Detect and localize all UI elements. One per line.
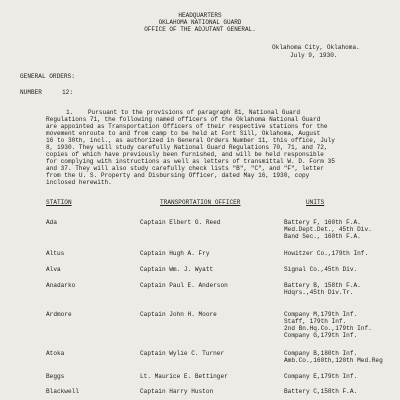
number-label: NUMBER [20, 89, 42, 96]
officer-cell: Captain Harry Huston [140, 388, 214, 395]
unit-line: Staff, 179th Inf. [284, 318, 347, 325]
number-value: 12: [62, 89, 73, 96]
unit-line: Amb.Co.,160th,120th Med.Reg [284, 357, 383, 364]
unit-line: Howitzer Co.,179th Inf. [284, 250, 369, 257]
unit-line: Med.Dept.Det., 45th Div. [284, 226, 372, 233]
unit-line: Company B,180th Inf. [284, 350, 358, 357]
officer-cell: Captain Wylie C. Turner [140, 350, 225, 357]
unit-line: Company M,179th Inf. [284, 311, 358, 318]
station-cell: Beggs [46, 373, 65, 380]
unit-line: Band Sec., 160th F.A. [284, 233, 361, 240]
officer-cell: Captain Hugh A. Fry [140, 250, 210, 257]
paragraph-line-1: 1. Pursuant to the provisions of paragraph 81, National Guard [66, 109, 301, 116]
officer-cell: Lt. Maurice E. Bettinger [140, 373, 228, 380]
officer-cell: Captain Paul E. Anderson [140, 282, 228, 289]
officer-cell: Captain Elbert G. Reed [140, 219, 221, 226]
header-line-1: HEADQUARTERS [178, 12, 222, 19]
officer-cell: Captain John H. Moore [140, 311, 217, 318]
paragraph-line-8: for complying with instructions as well as letters of transmittal W. D. Form 35 [46, 158, 335, 165]
general-orders-label: GENERAL ORDERS: [20, 73, 75, 80]
header-line-3: OFFICE OF THE ADJUTANT GENERAL. [144, 26, 256, 33]
column-header-officer: TRANSPORTATION OFFICER [160, 199, 241, 206]
paragraph-line-11: inclosed herewith. [46, 179, 112, 186]
unit-line: Signal Co.,45th Div. [284, 266, 358, 273]
station-cell: Atoka [46, 350, 65, 357]
station-cell: Alva [46, 266, 61, 273]
unit-line: Company E,179th Inf. [284, 373, 358, 380]
paragraph-line-5: 16 to 30th, incl., as authorized in General Orders Number 11, this office, July [46, 137, 335, 144]
unit-line: Battery B, 158th F.A. [284, 282, 361, 289]
unit-line: Hdqrs.,45th Div.Tr. [284, 289, 354, 296]
station-cell: Ada [46, 219, 57, 226]
paragraph-line-2: Regulations 71, the following named officers of the Oklahoma National Guard [46, 116, 321, 123]
unit-line: Battery F, 160th F.A. [284, 219, 361, 226]
station-cell: Ardmore [46, 311, 72, 318]
station-cell: Blackwell [46, 388, 79, 395]
paragraph-line-4: movement enroute to and from camp to be held at Fort Sill, Oklahoma, August [46, 130, 321, 137]
paragraph-line-10: from the U. S. Property and Disbursing Officer, dated May 16, 1930, copy [46, 172, 310, 179]
city-line: Oklahoma City, Oklahoma. [272, 44, 360, 51]
date-line: July 9, 1930. [290, 52, 338, 59]
unit-line: Battery C,158th F.A. [284, 388, 358, 395]
paragraph-line-7: copies of which have previously been furnished, and will be held responsible [46, 151, 324, 158]
unit-line: 2nd Bn.Hq.Co.,179th Inf. [284, 325, 372, 332]
station-cell: Anadarko [46, 282, 76, 289]
unit-line: Company G,179th Inf. [284, 332, 358, 339]
column-header-station: STATION [46, 199, 72, 206]
paragraph-line-6: 8, 1930. They will study carefully National Guard Regulations 70, 71, and 72, [46, 144, 328, 151]
officer-cell: Captain Wm. J. Wyatt [140, 266, 214, 273]
header-line-2: OKLAHOMA NATIONAL GUARD [158, 19, 242, 26]
paragraph-line-9: and 37. They will also study carefully check lists "B", "C", and "F", letter [46, 165, 324, 172]
station-cell: Altus [46, 250, 65, 257]
paragraph-line-3: are appointed as Transportation Officers of their respective stations for the [46, 123, 328, 130]
column-header-units: UNITS [306, 199, 325, 206]
